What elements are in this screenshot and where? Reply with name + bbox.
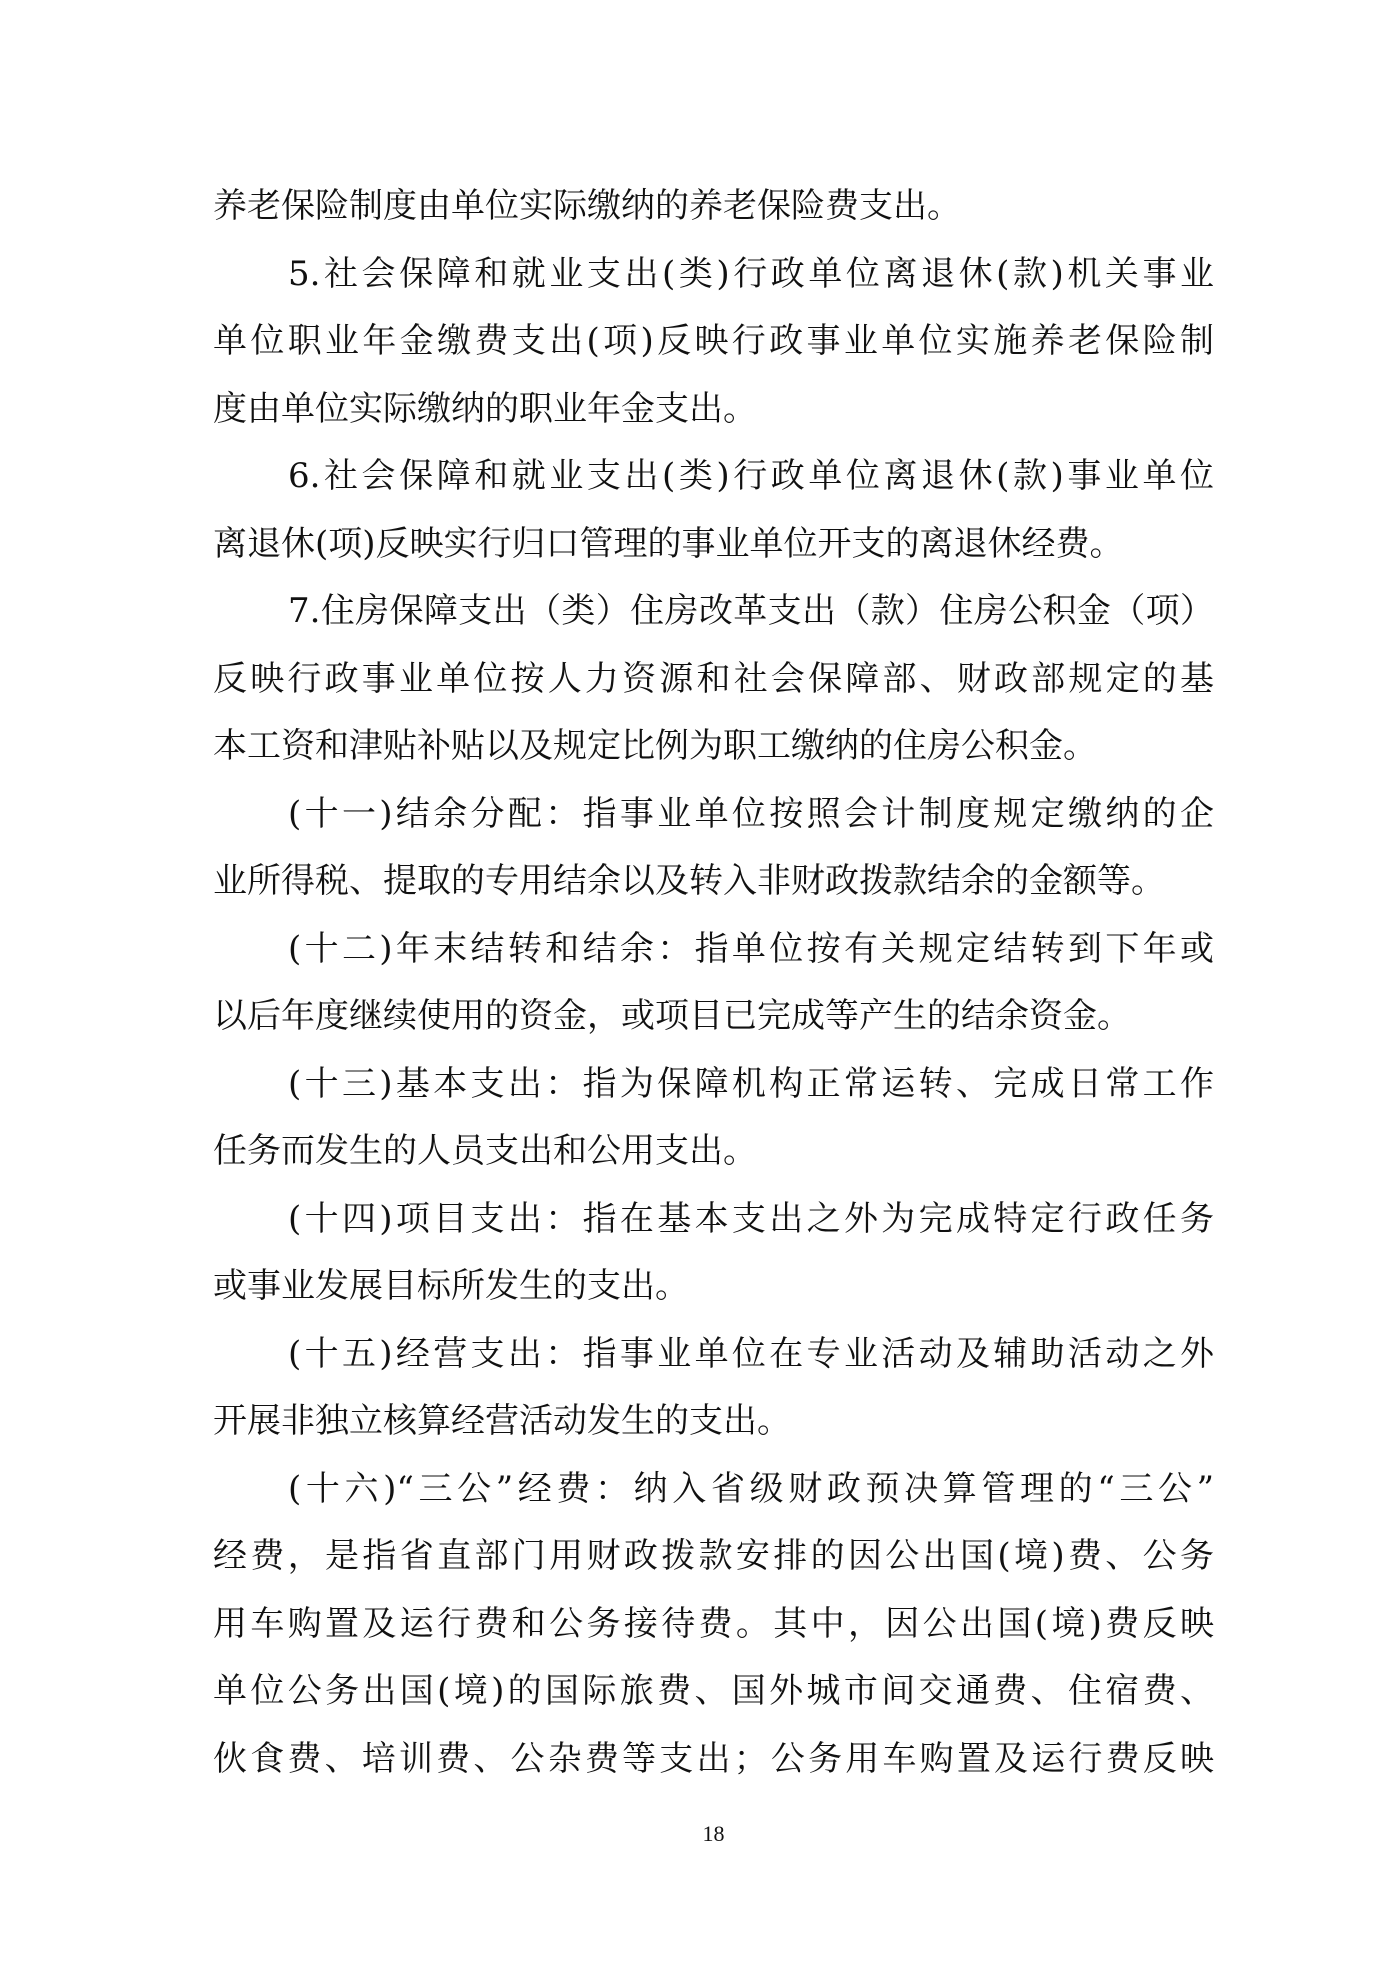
paragraph	[213, 916, 1214, 1051]
paragraph	[213, 1186, 1214, 1321]
paragraph-line: 伙食费、培训费、公杂费等支出；公务用车购置及运行费反映	[213, 1738, 1214, 1779]
paragraph-line: (十五)经营支出：指事业单位在专业活动及辅助活动之外	[288, 1333, 1214, 1374]
document-body	[213, 173, 1214, 1793]
paragraph	[213, 173, 1214, 241]
page-number: 18	[702, 1821, 725, 1846]
paragraph-line: 度由单位实际缴纳的职业年金支出。	[213, 388, 757, 429]
paragraph-line: 开展非独立核算经营活动发生的支出。	[213, 1401, 791, 1441]
paragraph	[213, 1051, 1214, 1186]
paragraph-line: 单位职业年金缴费支出(项)反映行政事业单位实施养老保险制	[213, 321, 1214, 361]
paragraph	[213, 1321, 1214, 1456]
paragraph	[213, 578, 1214, 781]
paragraph-line: (十一)结余分配：指事业单位按照会计制度规定缴纳的企	[288, 793, 1214, 834]
paragraph-line: 养老保险制度由单位实际缴纳的养老保险费支出。	[213, 186, 961, 226]
paragraph-line: 任务而发生的人员支出和公用支出。	[213, 1131, 757, 1171]
paragraph-line: 用车购置及运行费和公务接待费。其中，因公出国(境)费反映	[213, 1603, 1214, 1644]
paragraph-line: 本工资和津贴补贴以及规定比例为职工缴纳的住房公积金。	[213, 726, 1097, 766]
paragraph-line: 或事业发展目标所发生的支出。	[213, 1266, 689, 1306]
paragraph-line: (十二)年末结转和结余：指单位按有关规定结转到下年或	[288, 928, 1214, 969]
paragraph	[213, 443, 1214, 578]
paragraph-line: 离退休(项)反映实行归口管理的事业单位开支的离退休经费。	[213, 523, 1124, 564]
paragraph-line: 单位公务出国(境)的国际旅费、国外城市间交通费、住宿费、	[213, 1671, 1214, 1711]
paragraph	[213, 781, 1214, 916]
paragraph-line: 业所得税、提取的专用结余以及转入非财政拨款结余的金额等。	[213, 861, 1165, 901]
paragraph-line: 以后年度继续使用的资金，或项目已完成等产生的结余资金。	[213, 996, 1131, 1036]
paragraph-line: 反映行政事业单位按人力资源和社会保障部、财政部规定的基	[213, 658, 1214, 699]
paragraph-line: (十六)“三公”经费：纳入省级财政预决算管理的“三公”	[288, 1468, 1214, 1509]
paragraph-line: (十三)基本支出：指为保障机构正常运转、完成日常工作	[288, 1063, 1214, 1104]
paragraph-line: 7.住房保障支出（类）住房改革支出（款）住房公积金（项）	[288, 591, 1214, 631]
paragraph	[213, 241, 1214, 444]
paragraph	[213, 1456, 1214, 1794]
paragraph-line: 5.社会保障和就业支出(类)行政单位离退休(款)机关事业	[288, 253, 1214, 294]
paragraph-line: 6.社会保障和就业支出(类)行政单位离退休(款)事业单位	[288, 456, 1214, 496]
paragraph-line: 经费，是指省直部门用财政拨款安排的因公出国(境)费、公务	[213, 1536, 1214, 1576]
paragraph-line: (十四)项目支出：指在基本支出之外为完成特定行政任务	[288, 1198, 1214, 1239]
